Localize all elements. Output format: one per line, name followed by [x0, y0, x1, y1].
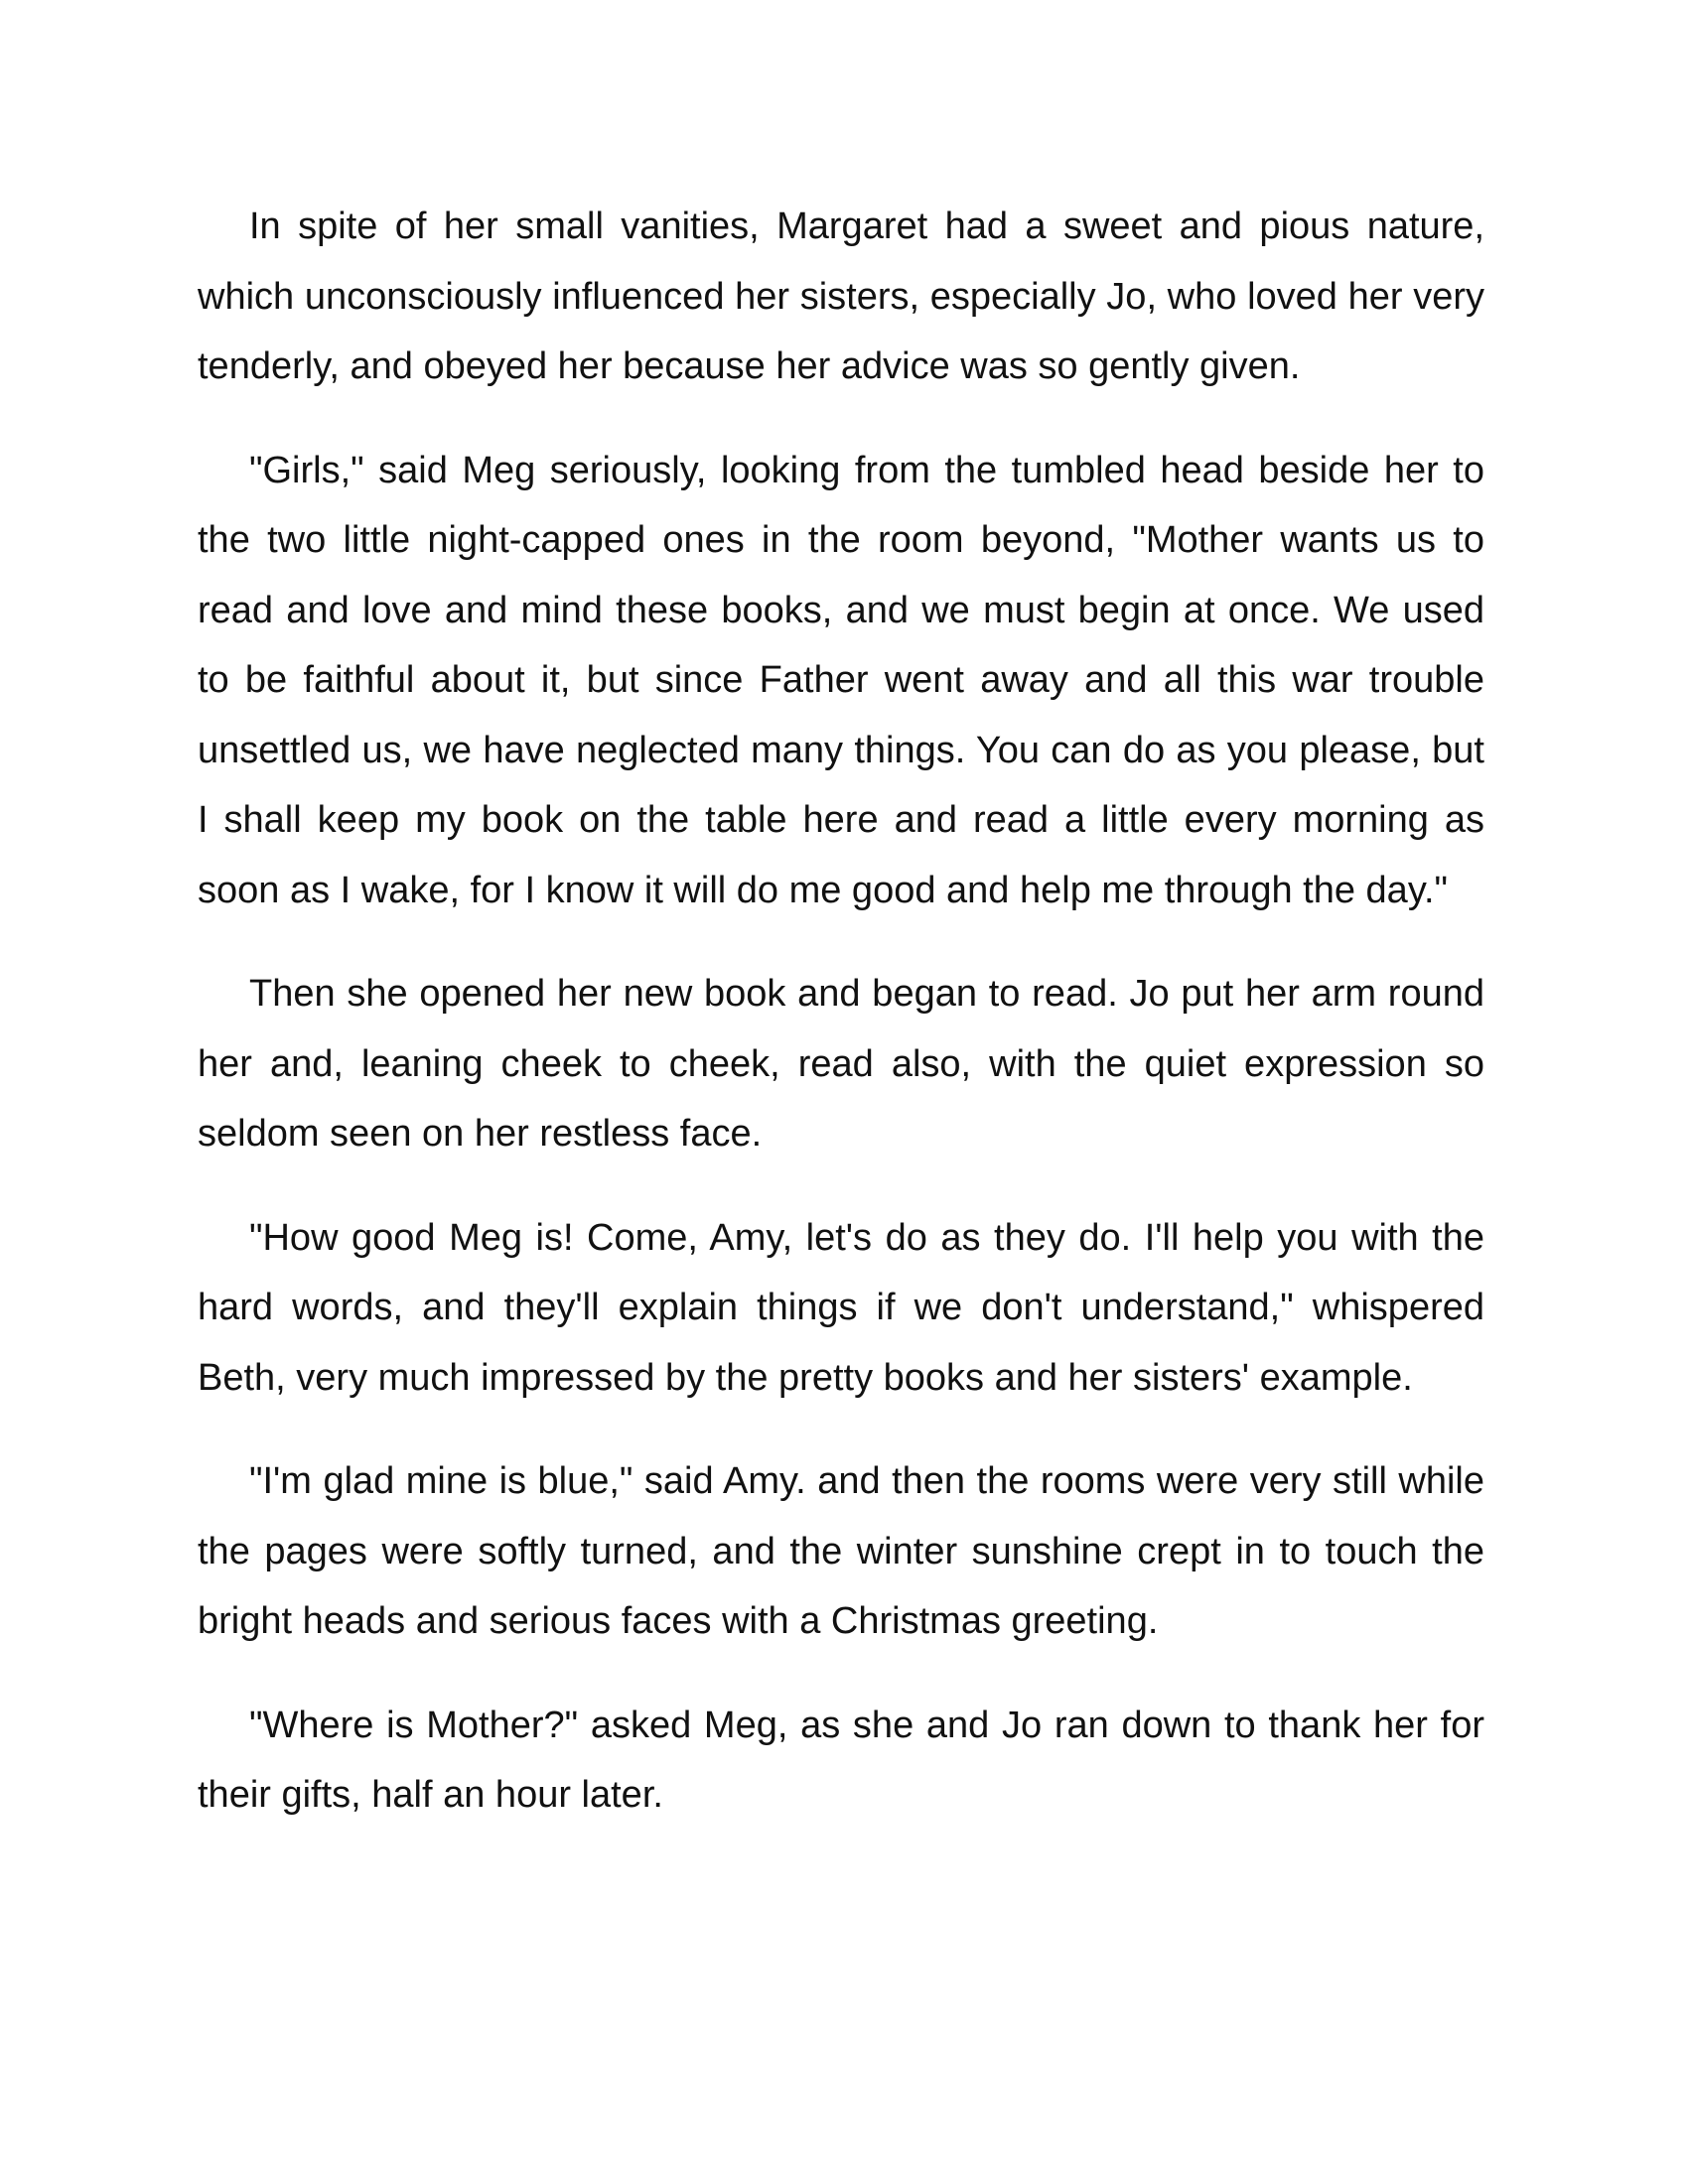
- paragraph-4: "How good Meg is! Come, Amy, let's do as they do. I'll help you with the hard words, and they'll explain things if we don't understand," whispered Beth, very much impressed by the pretty books and her sisters' example.: [198, 1216, 1484, 1399]
- body-text: [198, 192, 1484, 1831]
- paragraph-1: In spite of her small vanities, Margaret had a sweet and pious nature, which unconsciously influenced her sisters, especially Jo, who loved her very tenderly, and obeyed her because her advice was so gently given.: [198, 205, 1484, 387]
- paragraph-5: "I'm glad mine is blue," said Amy. and then the rooms were very still while the pages were softly turned, and the winter sunshine crept in to touch the bright heads and serious faces with a Christmas greeting.: [198, 1460, 1484, 1642]
- paragraph-6: "Where is Mother?" asked Meg, as she and Jo ran down to thank her for their gifts, half an hour later.: [198, 1704, 1484, 1816]
- paragraph-2: "Girls," said Meg seriously, looking from the tumbled head beside her to the two little night-capped ones in the room beyond, "Mother wants us to read and love and mind these books, and we must begin at once. We used to be faithful about it, but since Father went away and all this war trouble unsettled us, we have neglected many things. You can do as you please, but I shall keep my book on the table here and read a little every morning as soon as I wake, for I know it will do me good and help me through the day.": [198, 449, 1484, 911]
- paragraph-3: Then she opened her new book and began to read. Jo put her arm round her and, leaning cheek to cheek, read also, with the quiet expression so seldom seen on her restless face.: [198, 973, 1484, 1155]
